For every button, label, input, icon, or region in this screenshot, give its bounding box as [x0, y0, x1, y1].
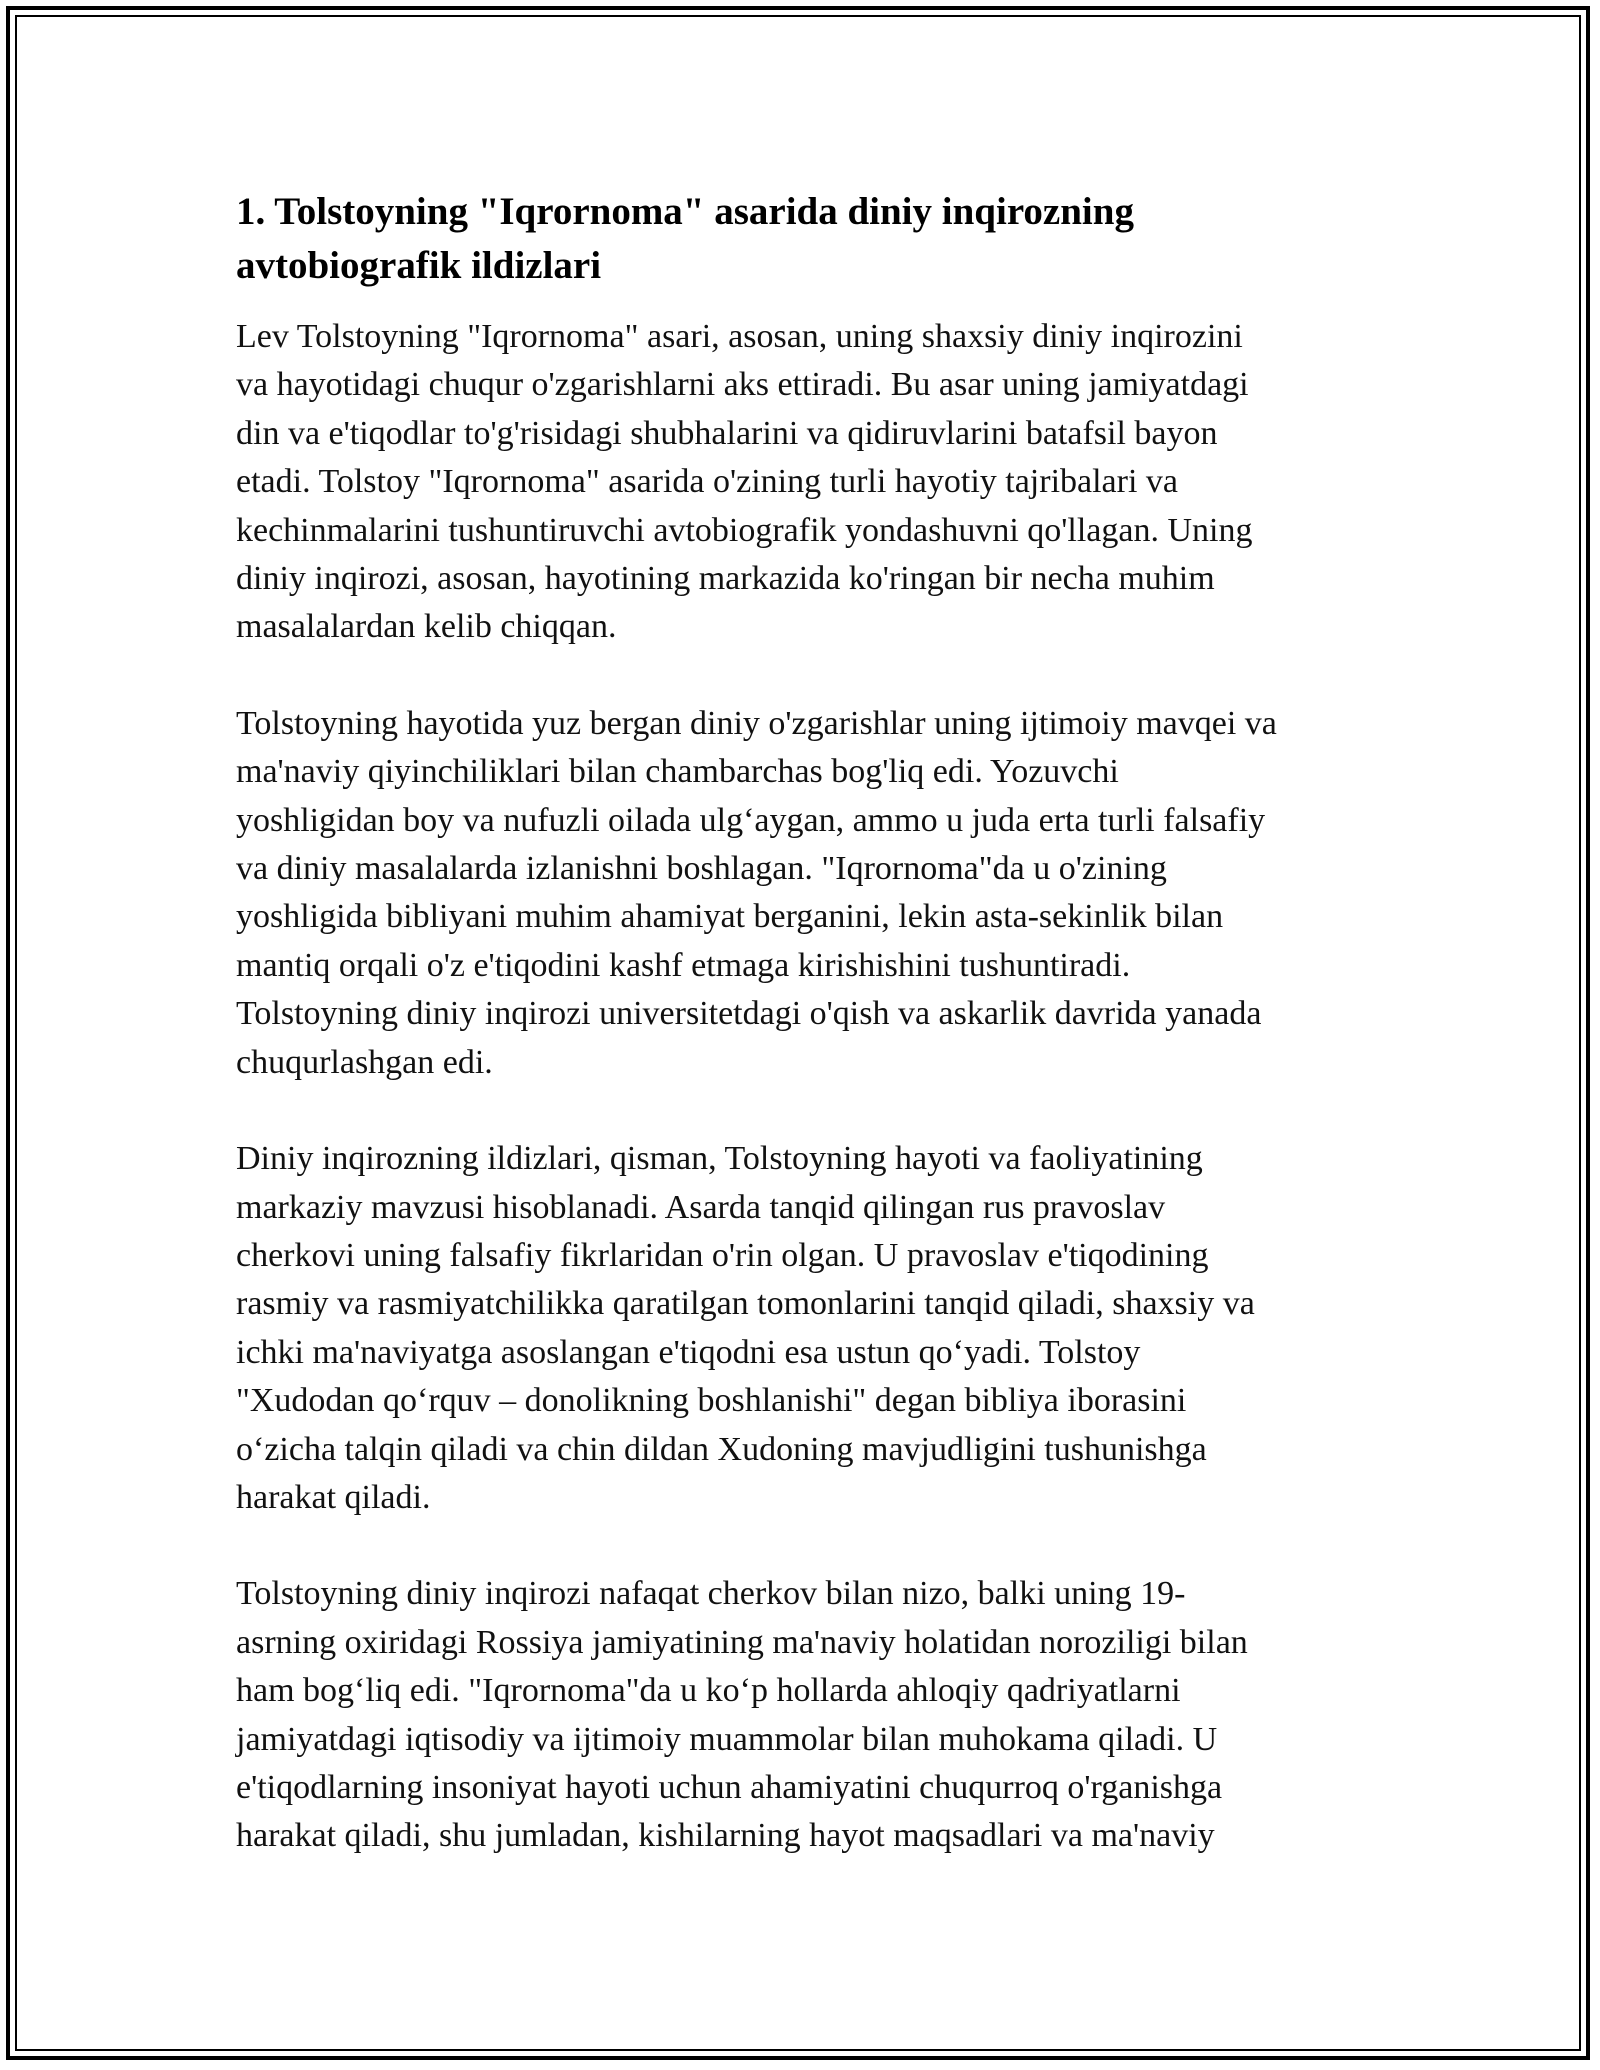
text-line: asrning oxiridagi Rossiya jamiyatining ma'naviy holatidan noroziligi bilan: [236, 1623, 1248, 1661]
text-line: Lev Tolstoyning "Iqrornoma" asari, asosan, uning shaxsiy diniy inqirozini: [236, 318, 1243, 355]
paragraph-2: [236, 700, 1376, 1087]
text-line: etadi. Tolstoy "Iqrornoma" asarida o'zining turli hayotiy tajribalari va: [236, 463, 1179, 501]
text-line: cherkovi uning falsafiy fikrlaridan o'rin olgan. U pravoslav e'tiqodining: [236, 1236, 1209, 1274]
text-line: din va e'tiqodlar to'g'risidagi shubhalarini va qidiruvlarini batafsil bayon: [236, 414, 1218, 452]
text-line: ichki ma'naviyatga asoslangan e'tiqodni esa ustun qo‘yadi. Tolstoy: [236, 1333, 1141, 1371]
text-line: ham bog‘liq edi. "Iqrornoma"da u ko‘p hollarda ahloqiy qadriyatlarni: [236, 1672, 1181, 1710]
heading-line: avtobiografik ildizlari: [236, 244, 602, 287]
text-line: va diniy masalalarda izlanishni boshlagan. "Iqrornoma"da u o'zining: [236, 850, 1167, 888]
text-line: mantiq orqali o'z e'tiqodini kashf etmaga kirishishini tushuntiradi.: [236, 946, 1131, 984]
text-line: chuqurlashgan edi.: [236, 1043, 493, 1081]
text-line: ma'naviy qiyinchiliklari bilan chambarchas bog'liq edi. Yozuvchi: [236, 753, 1119, 791]
text-line: jamiyatdagi iqtisodiy va ijtimoiy muammolar bilan muhokama qiladi. U: [236, 1720, 1218, 1758]
paragraph-3: [236, 1135, 1376, 1522]
text-line: yoshligida bibliyani muhim ahamiyat berganini, lekin asta-sekinlik bilan: [236, 898, 1224, 936]
text-line: o‘zicha talqin qiladi va chin dildan Xudoning mavjudligini tushunishga: [236, 1430, 1207, 1468]
text-line: "Xudodan qo‘rquv – donolikning boshlanishi" degan bibliya iborasini: [236, 1382, 1187, 1420]
section-heading: [236, 185, 1376, 293]
document-body: [236, 185, 1376, 1909]
text-line: markaziy mavzusi hisoblanadi. Asarda tanqid qilingan rus pravoslav: [236, 1188, 1166, 1226]
paragraph-4: [236, 1570, 1376, 1860]
text-line: Tolstoyning hayotida yuz bergan diniy o'zgarishlar uning ijtimoiy mavqei va: [236, 704, 1277, 742]
paragraph-1: [236, 313, 1376, 652]
text-line: yoshligidan boy va nufuzli oilada ulg‘aygan, ammo u juda erta turli falsafiy: [236, 801, 1266, 839]
text-line: diniy inqirozi, asosan, hayotining markazida ko'ringan bir necha muhim: [236, 560, 1215, 598]
text-line: rasmiy va rasmiyatchilikka qaratilgan tomonlarini tanqid qiladi, shaxsiy va: [236, 1285, 1255, 1323]
text-line: va hayotidagi chuqur o'zgarishlarni aks ettiradi. Bu asar uning jamiyatdagi: [236, 366, 1249, 404]
heading-line: 1. Tolstoyning "Iqrornoma" asarida diniy inqirozning: [236, 190, 1134, 233]
text-line: masalalardan kelib chiqqan.: [236, 608, 617, 646]
text-line: kechinmalarini tushuntiruvchi avtobiografik yondashuvni qo'llagan. Uning: [236, 511, 1253, 549]
text-line: harakat qiladi.: [236, 1478, 431, 1516]
text-line: Tolstoyning diniy inqirozi nafaqat cherkov bilan nizo, balki uning 19-: [236, 1575, 1186, 1613]
text-line: e'tiqodlarning insoniyat hayoti uchun ahamiyatini chuqurroq o'rganishga: [236, 1768, 1223, 1806]
text-line: Diniy inqirozning ildizlari, qisman, Tolstoyning hayoti va faoliyatining: [236, 1140, 1203, 1178]
text-line: Tolstoyning diniy inqirozi universitetdagi o'qish va askarlik davrida yanada: [236, 995, 1262, 1033]
text-line: harakat qiladi, shu jumladan, kishilarning hayot maqsadlari va ma'naviy: [236, 1817, 1215, 1855]
